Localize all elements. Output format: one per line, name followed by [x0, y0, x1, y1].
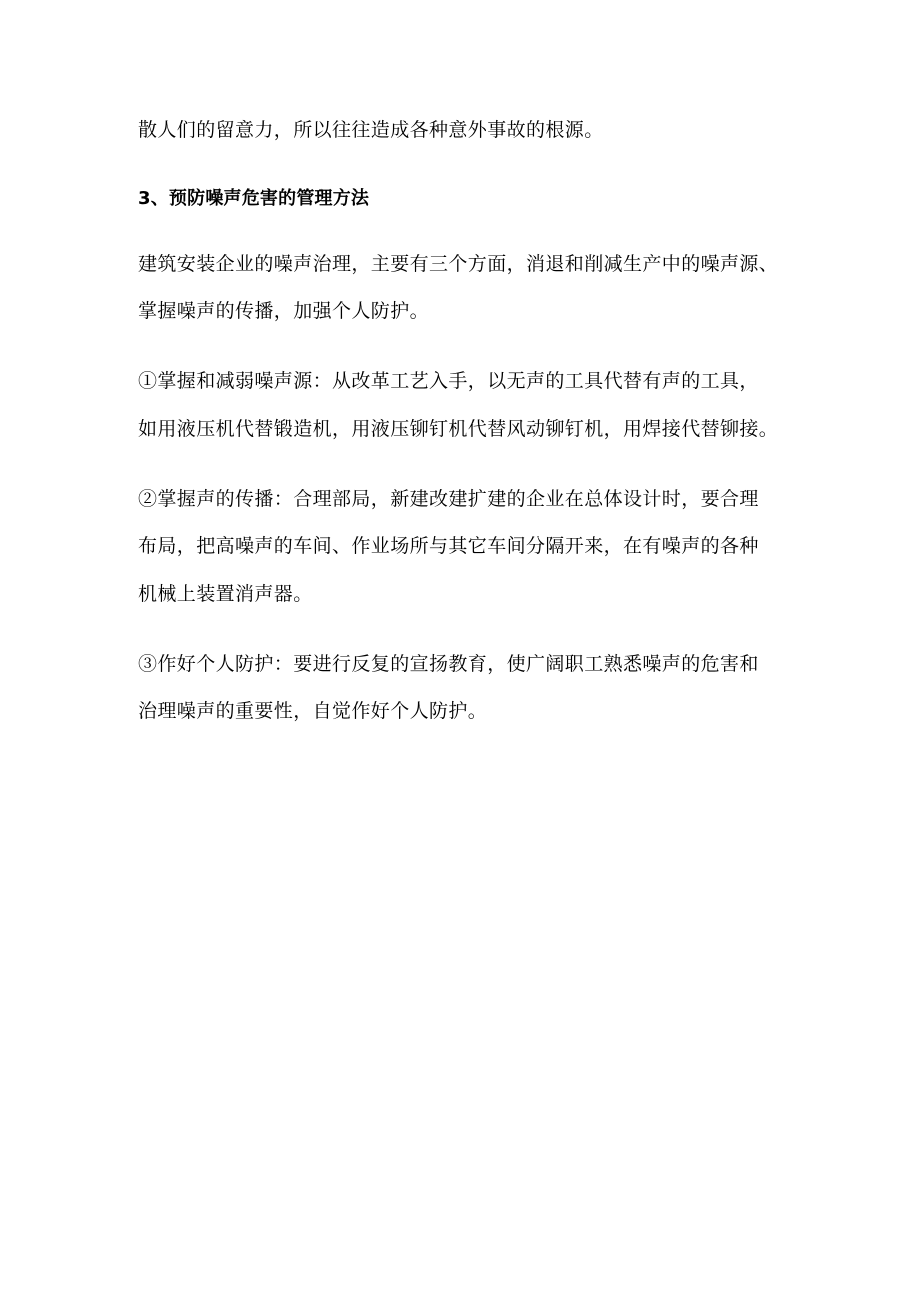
item-2-line-1: ②掌握声的传播：合理部局，新建改建扩建的企业在总体设计时，要合理 [138, 488, 759, 510]
intro-paragraph-line-1: 建筑安装企业的噪声治理，主要有三个方面，消退和削减生产中的噪声源、 [138, 253, 779, 275]
item-2-line-3: 机械上装置消声器。 [138, 583, 313, 605]
section-heading: 3、预防噪声危害的管理方法 [138, 188, 370, 209]
item-1-line-1: ①掌握和减弱噪声源：从改革工艺入手，以无声的工具代替有声的工具， [138, 370, 759, 392]
item-2-line-2: 布局，把高噪声的车间、作业场所与其它车间分隔开来，在有噪声的各种 [138, 535, 759, 557]
item-3-line-2: 治理噪声的重要性，自觉作好个人防护。 [138, 700, 488, 722]
item-3-line-1: ③作好个人防护：要进行反复的宣扬教育，使广阔职工熟悉噪声的危害和 [138, 653, 759, 675]
paragraph-continuation: 散人们的留意力，所以往往造成各种意外事故的根源。 [138, 119, 604, 141]
intro-paragraph-line-2: 掌握噪声的传播，加强个人防护。 [138, 300, 430, 322]
item-1-line-2: 如用液压机代替锻造机，用液压铆钉机代替风动铆钉机，用焊接代替铆接。 [138, 418, 779, 440]
